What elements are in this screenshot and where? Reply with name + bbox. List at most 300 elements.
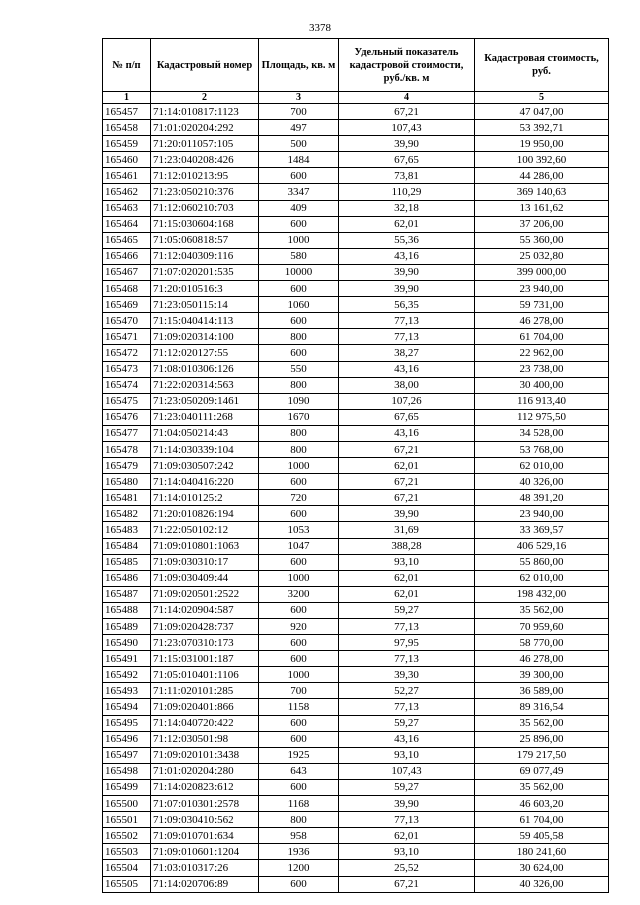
row-number-cell: 165466 <box>103 248 151 264</box>
area-cell: 600 <box>259 602 339 618</box>
row-number-cell: 165503 <box>103 844 151 860</box>
unit-rate-cell: 62,01 <box>339 828 475 844</box>
cadastral-value-cell: 19 950,00 <box>475 136 609 152</box>
row-number-cell: 165495 <box>103 715 151 731</box>
cadastral-value-cell: 55 860,00 <box>475 554 609 570</box>
area-cell: 643 <box>259 763 339 779</box>
table-row <box>103 619 609 635</box>
table-row <box>103 586 609 602</box>
table-row <box>103 876 609 892</box>
cadastral-value-cell: 61 704,00 <box>475 329 609 345</box>
cadastral-number-cell: 71:14:020706:89 <box>151 876 259 892</box>
cadastral-number-cell: 71:09:030310:17 <box>151 554 259 570</box>
unit-rate-cell: 52,27 <box>339 683 475 699</box>
unit-rate-cell: 56,35 <box>339 297 475 313</box>
cadastral-value-cell: 369 140,63 <box>475 184 609 200</box>
cadastral-value-cell: 61 704,00 <box>475 812 609 828</box>
cadastral-number-cell: 71:14:010125:2 <box>151 490 259 506</box>
cadastral-value-cell: 30 624,00 <box>475 860 609 876</box>
unit-rate-cell: 67,65 <box>339 152 475 168</box>
cadastral-value-cell: 47 047,00 <box>475 104 609 120</box>
unit-rate-cell: 93,10 <box>339 554 475 570</box>
area-cell: 720 <box>259 490 339 506</box>
table-row <box>103 506 609 522</box>
cadastral-value-cell: 62 010,00 <box>475 458 609 474</box>
row-number-cell: 165474 <box>103 377 151 393</box>
cadastral-number-cell: 71:22:050102:12 <box>151 522 259 538</box>
cadastral-number-cell: 71:12:010213:95 <box>151 168 259 184</box>
unit-rate-cell: 55,36 <box>339 232 475 248</box>
unit-rate-cell: 67,21 <box>339 490 475 506</box>
cadastral-value-cell: 39 300,00 <box>475 667 609 683</box>
cadastral-value-cell: 179 217,50 <box>475 747 609 763</box>
unit-rate-cell: 67,21 <box>339 474 475 490</box>
cadastral-number-cell: 71:14:010817:1123 <box>151 104 259 120</box>
unit-rate-cell: 39,90 <box>339 796 475 812</box>
cadastral-value-cell: 55 360,00 <box>475 232 609 248</box>
table-row <box>103 232 609 248</box>
row-number-cell: 165488 <box>103 602 151 618</box>
column-number: 1 <box>103 92 151 104</box>
table-row <box>103 425 609 441</box>
unit-rate-cell: 77,13 <box>339 699 475 715</box>
cadastral-number-cell: 71:23:040208:426 <box>151 152 259 168</box>
row-number-cell: 165482 <box>103 506 151 522</box>
cadastral-value-cell: 180 241,60 <box>475 844 609 860</box>
area-cell: 550 <box>259 361 339 377</box>
table-row <box>103 345 609 361</box>
cadastral-value-cell: 40 326,00 <box>475 876 609 892</box>
table-row <box>103 248 609 264</box>
cadastral-value-cell: 112 975,50 <box>475 409 609 425</box>
row-number-cell: 165484 <box>103 538 151 554</box>
table-row <box>103 152 609 168</box>
unit-rate-cell: 97,95 <box>339 635 475 651</box>
area-cell: 1000 <box>259 458 339 474</box>
table-body <box>103 104 609 893</box>
cadastral-number-cell: 71:14:040416:220 <box>151 474 259 490</box>
table-row <box>103 796 609 812</box>
area-cell: 1047 <box>259 538 339 554</box>
cadastral-number-cell: 71:01:020204:292 <box>151 120 259 136</box>
cadastral-value-cell: 48 391,20 <box>475 490 609 506</box>
area-cell: 700 <box>259 683 339 699</box>
cadastral-number-cell: 71:09:010601:1204 <box>151 844 259 860</box>
area-cell: 1090 <box>259 393 339 409</box>
row-number-cell: 165489 <box>103 619 151 635</box>
unit-rate-cell: 73,81 <box>339 168 475 184</box>
cadastral-value-cell: 23 940,00 <box>475 506 609 522</box>
cadastral-number-cell: 71:04:050214:43 <box>151 425 259 441</box>
area-cell: 700 <box>259 104 339 120</box>
cadastral-number-cell: 71:15:031001:187 <box>151 651 259 667</box>
cadastral-number-cell: 71:03:010317:26 <box>151 860 259 876</box>
cadastral-value-cell: 35 562,00 <box>475 715 609 731</box>
unit-rate-cell: 43,16 <box>339 425 475 441</box>
cadastral-value-cell: 37 206,00 <box>475 216 609 232</box>
row-number-cell: 165457 <box>103 104 151 120</box>
row-number-cell: 165473 <box>103 361 151 377</box>
table-row <box>103 216 609 232</box>
row-number-cell: 165462 <box>103 184 151 200</box>
table-row <box>103 731 609 747</box>
table-row <box>103 683 609 699</box>
unit-rate-cell: 67,21 <box>339 441 475 457</box>
cadastral-number-cell: 71:12:040309:116 <box>151 248 259 264</box>
cadastral-value-cell: 89 316,54 <box>475 699 609 715</box>
cadastral-number-cell: 71:20:010516:3 <box>151 281 259 297</box>
cadastral-number-cell: 71:09:010701:634 <box>151 828 259 844</box>
column-number: 4 <box>339 92 475 104</box>
table-row <box>103 120 609 136</box>
cadastral-value-cell: 13 161,62 <box>475 200 609 216</box>
unit-rate-cell: 93,10 <box>339 844 475 860</box>
cadastral-number-cell: 71:23:050115:14 <box>151 297 259 313</box>
row-number-cell: 165475 <box>103 393 151 409</box>
unit-rate-cell: 67,21 <box>339 104 475 120</box>
row-number-cell: 165497 <box>103 747 151 763</box>
cadastral-number-cell: 71:09:030507:242 <box>151 458 259 474</box>
area-cell: 800 <box>259 329 339 345</box>
cadastral-number-cell: 71:20:010826:194 <box>151 506 259 522</box>
area-cell: 1158 <box>259 699 339 715</box>
row-number-cell: 165458 <box>103 120 151 136</box>
table-row <box>103 554 609 570</box>
area-cell: 600 <box>259 554 339 570</box>
table-row <box>103 104 609 120</box>
cadastral-value-cell: 35 562,00 <box>475 779 609 795</box>
row-number-cell: 165465 <box>103 232 151 248</box>
cadastral-number-cell: 71:20:011057:105 <box>151 136 259 152</box>
cadastral-number-cell: 71:23:070310:173 <box>151 635 259 651</box>
area-cell: 1060 <box>259 297 339 313</box>
row-number-cell: 165490 <box>103 635 151 651</box>
row-number-cell: 165476 <box>103 409 151 425</box>
unit-rate-cell: 43,16 <box>339 731 475 747</box>
unit-rate-cell: 59,27 <box>339 602 475 618</box>
row-number-cell: 165460 <box>103 152 151 168</box>
table-row <box>103 667 609 683</box>
area-cell: 600 <box>259 651 339 667</box>
row-number-cell: 165487 <box>103 586 151 602</box>
area-cell: 3347 <box>259 184 339 200</box>
table-row <box>103 747 609 763</box>
unit-rate-cell: 39,90 <box>339 136 475 152</box>
cadastral-number-cell: 71:09:020428:737 <box>151 619 259 635</box>
cadastral-value-cell: 53 392,71 <box>475 120 609 136</box>
row-number-cell: 165478 <box>103 441 151 457</box>
cadastral-value-cell: 46 603,20 <box>475 796 609 812</box>
cadastral-number-cell: 71:07:010301:2578 <box>151 796 259 812</box>
area-cell: 600 <box>259 281 339 297</box>
table-row <box>103 313 609 329</box>
unit-rate-cell: 62,01 <box>339 458 475 474</box>
table-row <box>103 699 609 715</box>
cadastral-number-cell: 71:11:020101:285 <box>151 683 259 699</box>
row-number-cell: 165496 <box>103 731 151 747</box>
area-cell: 3200 <box>259 586 339 602</box>
unit-rate-cell: 32,18 <box>339 200 475 216</box>
row-number-cell: 165461 <box>103 168 151 184</box>
cadastral-value-cell: 25 896,00 <box>475 731 609 747</box>
table-row <box>103 522 609 538</box>
unit-rate-cell: 77,13 <box>339 313 475 329</box>
header-row-number: № п/п <box>103 39 151 92</box>
row-number-cell: 165468 <box>103 281 151 297</box>
table-row <box>103 860 609 876</box>
column-number: 2 <box>151 92 259 104</box>
area-cell: 600 <box>259 876 339 892</box>
cadastral-number-cell: 71:14:040720:422 <box>151 715 259 731</box>
row-number-cell: 165477 <box>103 425 151 441</box>
cadastral-value-cell: 62 010,00 <box>475 570 609 586</box>
cadastral-number-cell: 71:05:060818:57 <box>151 232 259 248</box>
unit-rate-cell: 67,65 <box>339 409 475 425</box>
cadastral-number-cell: 71:23:050210:376 <box>151 184 259 200</box>
area-cell: 580 <box>259 248 339 264</box>
area-cell: 600 <box>259 506 339 522</box>
row-number-cell: 165499 <box>103 779 151 795</box>
row-number-cell: 165472 <box>103 345 151 361</box>
cadastral-value-cell: 53 768,00 <box>475 441 609 457</box>
cadastral-number-cell: 71:14:020904:587 <box>151 602 259 618</box>
table-row <box>103 136 609 152</box>
area-cell: 600 <box>259 635 339 651</box>
cadastral-number-cell: 71:09:020101:3438 <box>151 747 259 763</box>
unit-rate-cell: 93,10 <box>339 747 475 763</box>
unit-rate-cell: 77,13 <box>339 651 475 667</box>
area-cell: 497 <box>259 120 339 136</box>
table-row <box>103 828 609 844</box>
area-cell: 958 <box>259 828 339 844</box>
table-row <box>103 474 609 490</box>
table-row <box>103 602 609 618</box>
row-number-cell: 165494 <box>103 699 151 715</box>
cadastral-value-cell: 70 959,60 <box>475 619 609 635</box>
header-cadastral-value: Кадастровая стоимость, руб. <box>475 39 609 92</box>
area-cell: 600 <box>259 715 339 731</box>
area-cell: 1168 <box>259 796 339 812</box>
row-number-cell: 165480 <box>103 474 151 490</box>
row-number-cell: 165504 <box>103 860 151 876</box>
area-cell: 1053 <box>259 522 339 538</box>
row-number-cell: 165463 <box>103 200 151 216</box>
unit-rate-cell: 62,01 <box>339 216 475 232</box>
row-number-cell: 165481 <box>103 490 151 506</box>
row-number-cell: 165486 <box>103 570 151 586</box>
table-row <box>103 184 609 200</box>
unit-rate-cell: 107,26 <box>339 393 475 409</box>
cadastral-number-cell: 71:23:040111:268 <box>151 409 259 425</box>
cadastral-value-cell: 36 589,00 <box>475 683 609 699</box>
table-row <box>103 297 609 313</box>
row-number-cell: 165459 <box>103 136 151 152</box>
cadastral-value-cell: 198 432,00 <box>475 586 609 602</box>
row-number-cell: 165479 <box>103 458 151 474</box>
row-number-cell: 165471 <box>103 329 151 345</box>
cadastral-value-cell: 23 940,00 <box>475 281 609 297</box>
cadastral-number-cell: 71:14:030339:104 <box>151 441 259 457</box>
row-number-cell: 165483 <box>103 522 151 538</box>
area-cell: 1484 <box>259 152 339 168</box>
unit-rate-cell: 62,01 <box>339 586 475 602</box>
row-number-cell: 165470 <box>103 313 151 329</box>
unit-rate-cell: 43,16 <box>339 248 475 264</box>
cadastral-number-cell: 71:09:030410:562 <box>151 812 259 828</box>
cadastral-value-cell: 406 529,16 <box>475 538 609 554</box>
cadastral-value-table <box>102 38 609 893</box>
area-cell: 800 <box>259 441 339 457</box>
unit-rate-cell: 39,90 <box>339 264 475 280</box>
row-number-cell: 165505 <box>103 876 151 892</box>
unit-rate-cell: 77,13 <box>339 812 475 828</box>
unit-rate-cell: 39,30 <box>339 667 475 683</box>
unit-rate-cell: 107,43 <box>339 120 475 136</box>
cadastral-value-cell: 35 562,00 <box>475 602 609 618</box>
cadastral-value-cell: 30 400,00 <box>475 377 609 393</box>
table-row <box>103 779 609 795</box>
header-cadastral-number: Кадастровый номер <box>151 39 259 92</box>
area-cell: 600 <box>259 474 339 490</box>
area-cell: 1670 <box>259 409 339 425</box>
row-number-cell: 165501 <box>103 812 151 828</box>
cadastral-number-cell: 71:08:010306:126 <box>151 361 259 377</box>
area-cell: 600 <box>259 779 339 795</box>
table-row <box>103 458 609 474</box>
cadastral-value-cell: 116 913,40 <box>475 393 609 409</box>
table-row <box>103 441 609 457</box>
page-number: 3378 <box>309 22 331 34</box>
unit-rate-cell: 110,29 <box>339 184 475 200</box>
area-cell: 500 <box>259 136 339 152</box>
area-cell: 1000 <box>259 570 339 586</box>
cadastral-value-cell: 33 369,57 <box>475 522 609 538</box>
cadastral-value-cell: 34 528,00 <box>475 425 609 441</box>
table-row <box>103 635 609 651</box>
area-cell: 10000 <box>259 264 339 280</box>
cadastral-number-cell: 71:09:030409:44 <box>151 570 259 586</box>
column-number: 3 <box>259 92 339 104</box>
table-row <box>103 168 609 184</box>
cadastral-number-cell: 71:15:040414:113 <box>151 313 259 329</box>
row-number-cell: 165464 <box>103 216 151 232</box>
cadastral-number-cell: 71:09:020314:100 <box>151 329 259 345</box>
table-row <box>103 715 609 731</box>
cadastral-value-cell: 22 962,00 <box>475 345 609 361</box>
table-row <box>103 361 609 377</box>
table-row <box>103 651 609 667</box>
area-cell: 1000 <box>259 667 339 683</box>
area-cell: 920 <box>259 619 339 635</box>
unit-rate-cell: 59,27 <box>339 779 475 795</box>
cadastral-number-cell: 71:09:020401:866 <box>151 699 259 715</box>
cadastral-value-cell: 59 731,00 <box>475 297 609 313</box>
row-number-cell: 165467 <box>103 264 151 280</box>
unit-rate-cell: 388,28 <box>339 538 475 554</box>
cadastral-value-cell: 40 326,00 <box>475 474 609 490</box>
row-number-cell: 165491 <box>103 651 151 667</box>
cadastral-number-cell: 71:12:020127:55 <box>151 345 259 361</box>
area-cell: 600 <box>259 345 339 361</box>
cadastral-number-cell: 71:12:030501:98 <box>151 731 259 747</box>
table-row <box>103 281 609 297</box>
table-row <box>103 490 609 506</box>
table-row <box>103 200 609 216</box>
cadastral-number-cell: 71:15:030604:168 <box>151 216 259 232</box>
area-cell: 600 <box>259 168 339 184</box>
unit-rate-cell: 38,00 <box>339 377 475 393</box>
table-row <box>103 763 609 779</box>
cadastral-number-cell: 71:09:020501:2522 <box>151 586 259 602</box>
cadastral-number-cell: 71:14:020823:612 <box>151 779 259 795</box>
table-row <box>103 264 609 280</box>
area-cell: 600 <box>259 731 339 747</box>
cadastral-number-cell: 71:23:050209:1461 <box>151 393 259 409</box>
unit-rate-cell: 39,90 <box>339 506 475 522</box>
column-number-row <box>103 92 609 104</box>
unit-rate-cell: 77,13 <box>339 329 475 345</box>
row-number-cell: 165502 <box>103 828 151 844</box>
table-header <box>103 39 609 104</box>
cadastral-value-cell: 69 077,49 <box>475 763 609 779</box>
unit-rate-cell: 67,21 <box>339 876 475 892</box>
row-number-cell: 165485 <box>103 554 151 570</box>
table-row <box>103 377 609 393</box>
table-row <box>103 538 609 554</box>
cadastral-value-cell: 100 392,60 <box>475 152 609 168</box>
table-row <box>103 409 609 425</box>
unit-rate-cell: 62,01 <box>339 570 475 586</box>
area-cell: 1200 <box>259 860 339 876</box>
cadastral-value-cell: 399 000,00 <box>475 264 609 280</box>
area-cell: 1936 <box>259 844 339 860</box>
area-cell: 600 <box>259 313 339 329</box>
area-cell: 1925 <box>259 747 339 763</box>
cadastral-value-cell: 25 032,80 <box>475 248 609 264</box>
cadastral-number-cell: 71:07:020201:535 <box>151 264 259 280</box>
cadastral-number-cell: 71:01:020204:280 <box>151 763 259 779</box>
table-row <box>103 844 609 860</box>
unit-rate-cell: 38,27 <box>339 345 475 361</box>
row-number-cell: 165469 <box>103 297 151 313</box>
column-number: 5 <box>475 92 609 104</box>
unit-rate-cell: 77,13 <box>339 619 475 635</box>
area-cell: 800 <box>259 377 339 393</box>
table-row <box>103 329 609 345</box>
cadastral-value-cell: 58 770,00 <box>475 635 609 651</box>
area-cell: 800 <box>259 425 339 441</box>
table-row <box>103 812 609 828</box>
row-number-cell: 165498 <box>103 763 151 779</box>
unit-rate-cell: 107,43 <box>339 763 475 779</box>
header-unit-rate: Удельный показатель кадастровой стоимости, руб./кв. м <box>339 39 475 92</box>
cadastral-number-cell: 71:05:010401:1106 <box>151 667 259 683</box>
area-cell: 800 <box>259 812 339 828</box>
area-cell: 1000 <box>259 232 339 248</box>
row-number-cell: 165492 <box>103 667 151 683</box>
unit-rate-cell: 25,52 <box>339 860 475 876</box>
cadastral-number-cell: 71:22:020314:563 <box>151 377 259 393</box>
unit-rate-cell: 31,69 <box>339 522 475 538</box>
header-row <box>103 39 609 92</box>
unit-rate-cell: 39,90 <box>339 281 475 297</box>
cadastral-value-cell: 46 278,00 <box>475 313 609 329</box>
row-number-cell: 165493 <box>103 683 151 699</box>
area-cell: 409 <box>259 200 339 216</box>
cadastral-number-cell: 71:09:010801:1063 <box>151 538 259 554</box>
header-area: Площадь, кв. м <box>259 39 339 92</box>
cadastral-value-cell: 59 405,58 <box>475 828 609 844</box>
